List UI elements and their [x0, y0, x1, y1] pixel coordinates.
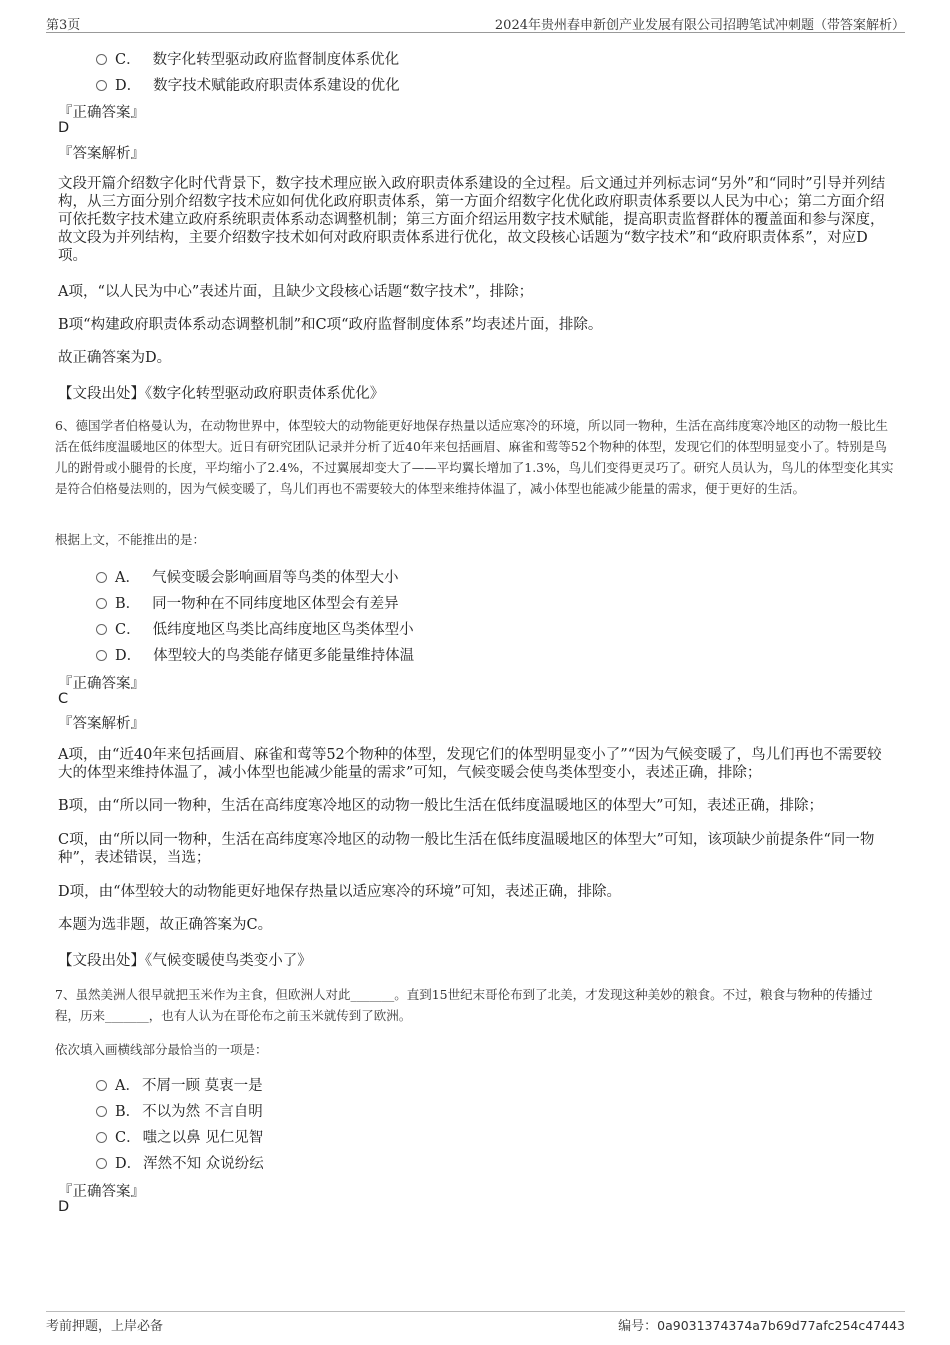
page-footer: [46, 1311, 905, 1335]
q6-analysis-d: D项，由“体型较大的动物能更好地保存热量以适应寒冷的环境”可知，表述正确，排除。: [58, 884, 621, 900]
q7-answer-label: 『正确答案』: [58, 1184, 145, 1200]
document-title: 2024年贵州春申新创产业发展有限公司招聘笔试冲刺题（带答案解析）: [494, 18, 905, 33]
q6-option-a[interactable]: A． 气候变暖会影响画眉等鸟类的体型大小: [96, 566, 398, 586]
page-header: [46, 14, 905, 33]
q5-analysis-label: 『答案解析』: [58, 146, 145, 162]
q6-analysis-a: A项，由“近40年来包括画眉、麻雀和莺等52个物种的体型，发现它们的体型明显变小了”“因为气候变暖了，鸟儿们再也不需要较大的体型来维持体温了，减小体型也能减少能量的需求”可知，气候变暖会使鸟类体型变小，表述正确，排除；: [58, 747, 882, 781]
q5-answer-label: 『正确答案』: [58, 105, 145, 121]
radio-icon[interactable]: [96, 1132, 107, 1143]
q7-answer: D: [58, 1199, 70, 1215]
q7-option-c[interactable]: C． 嗤之以鼻 见仁见智: [96, 1126, 263, 1146]
q7-stem: 7、虽然美洲人很早就把玉米作为主食，但欧洲人对此_______。直到15世纪末哥伦布到了北美，才发现这种美妙的粮食。不过，粮食与物种的传播过程，历来_______，也有人认为在哥伦布之前玉米就传到了欧洲。: [55, 987, 873, 1023]
document-code: [618, 1315, 905, 1334]
q6-stem: 6、德国学者伯格曼认为，在动物世界中，体型较大的动物能更好地保存热量以适应寒冷的环境，所以同一物种，生活在高纬度寒冷地区的动物一般比生活在低纬度温暖地区的体型大。近日有研究团队记录并分析了近40年来包括画眉、麻雀和莺等52个物种的体型，发现它们的体型明显变小了。特别是鸟儿的跗骨或小腿骨的长度，平均缩小了2.4%，不过翼展却变大了——平均翼长增加了1.3%，鸟儿们变得更灵巧了。研究人员认为，鸟儿的体型变化其实是符合伯格曼法则的，因为气候变暖了，鸟儿们再也不需要较大的体型来维持体温了，减小体型也能减少能量的需求，便于更好的生活。: [55, 418, 894, 496]
q5-conclusion: 故正确答案为D。: [58, 350, 172, 366]
footer-slogan: 考前押题，上岸必备: [46, 1319, 164, 1334]
q5-option-c[interactable]: C． 数字化转型驱动政府监督制度体系优化: [96, 48, 399, 68]
q6-answer-label: 『正确答案』: [58, 676, 145, 692]
q5-option-d[interactable]: D． 数字技术赋能政府职责体系建设的优化: [96, 74, 400, 94]
q5-analysis-a: A项，“以人民为中心”表述片面，且缺少文段核心话题“数字技术”，排除；: [58, 284, 534, 300]
q6-answer: C: [58, 691, 69, 707]
q6-option-d[interactable]: D． 体型较大的鸟类能存储更多能量维持体温: [96, 644, 414, 664]
q6-option-c[interactable]: C． 低纬度地区鸟类比高纬度地区鸟类体型小: [96, 618, 414, 638]
radio-icon[interactable]: [96, 624, 107, 635]
q5-analysis-bc: B项“构建政府职责体系动态调整机制”和C项“政府监督制度体系”均表述片面，排除。: [58, 317, 603, 333]
q7-prompt: 依次填入画横线部分最恰当的一项是：: [55, 1042, 268, 1057]
page-number: 第3页: [46, 18, 81, 33]
q7-option-a[interactable]: A． 不屑一顾 莫衷一是: [96, 1074, 263, 1094]
radio-icon[interactable]: [96, 54, 107, 65]
code-value: 0a9031374374a7b69d77afc254c47443: [657, 1318, 905, 1333]
radio-icon[interactable]: [96, 598, 107, 609]
radio-icon[interactable]: [96, 80, 107, 91]
q6-analysis-c: C项，由“所以同一物种，生活在高纬度寒冷地区的动物一般比生活在低纬度温暖地区的体型大”可知，该项缺少前提条件“同一物种”，表述错误，当选；: [58, 832, 875, 866]
q5-answer: D: [58, 120, 70, 136]
q6-source: 【文段出处】《气候变暖使鸟类变小了》: [58, 953, 312, 969]
q7-option-d[interactable]: D． 浑然不知 众说纷纭: [96, 1152, 264, 1172]
q5-source: 【文段出处】《数字化转型驱动政府职责体系优化》: [58, 386, 385, 402]
q6-option-b[interactable]: B． 同一物种在不同纬度地区体型会有差异: [96, 592, 399, 612]
radio-icon[interactable]: [96, 1106, 107, 1117]
q5-analysis-main: 文段开篇介绍数字化时代背景下，数字技术理应嵌入政府职责体系建设的全过程。后文通过并列标志词“另外”和“同时”引导并列结构，从三方面分别介绍数字技术应如何优化政府职责体系，第一方面介绍数字化优化政府职责体系要以人民为中心；第二方面介绍可依托数字技术建立政府系统职责体系动态调整机制；第三方面介绍运用数字技术赋能，提高职责监督群体的覆盖面和参与深度，故文段为并列结构，主要介绍数字技术如何对政府职责体系进行优化，故文段核心话题为“数字技术”和“政府职责体系”，对应D项。: [58, 176, 886, 264]
q7-option-b[interactable]: B． 不以为然 不言自明: [96, 1100, 263, 1120]
radio-icon[interactable]: [96, 650, 107, 661]
q6-analysis-b: B项，由“所以同一物种，生活在高纬度寒冷地区的动物一般比生活在低纬度温暖地区的体型大”可知，表述正确，排除；: [58, 798, 823, 814]
code-label: 编号：: [618, 1319, 658, 1334]
radio-icon[interactable]: [96, 572, 107, 583]
radio-icon[interactable]: [96, 1158, 107, 1169]
q6-conclusion: 本题为选非题，故正确答案为C。: [58, 917, 273, 933]
radio-icon[interactable]: [96, 1080, 107, 1091]
q6-prompt: 根据上文，不能推出的是：: [55, 532, 206, 547]
q6-analysis-label: 『答案解析』: [58, 716, 145, 732]
